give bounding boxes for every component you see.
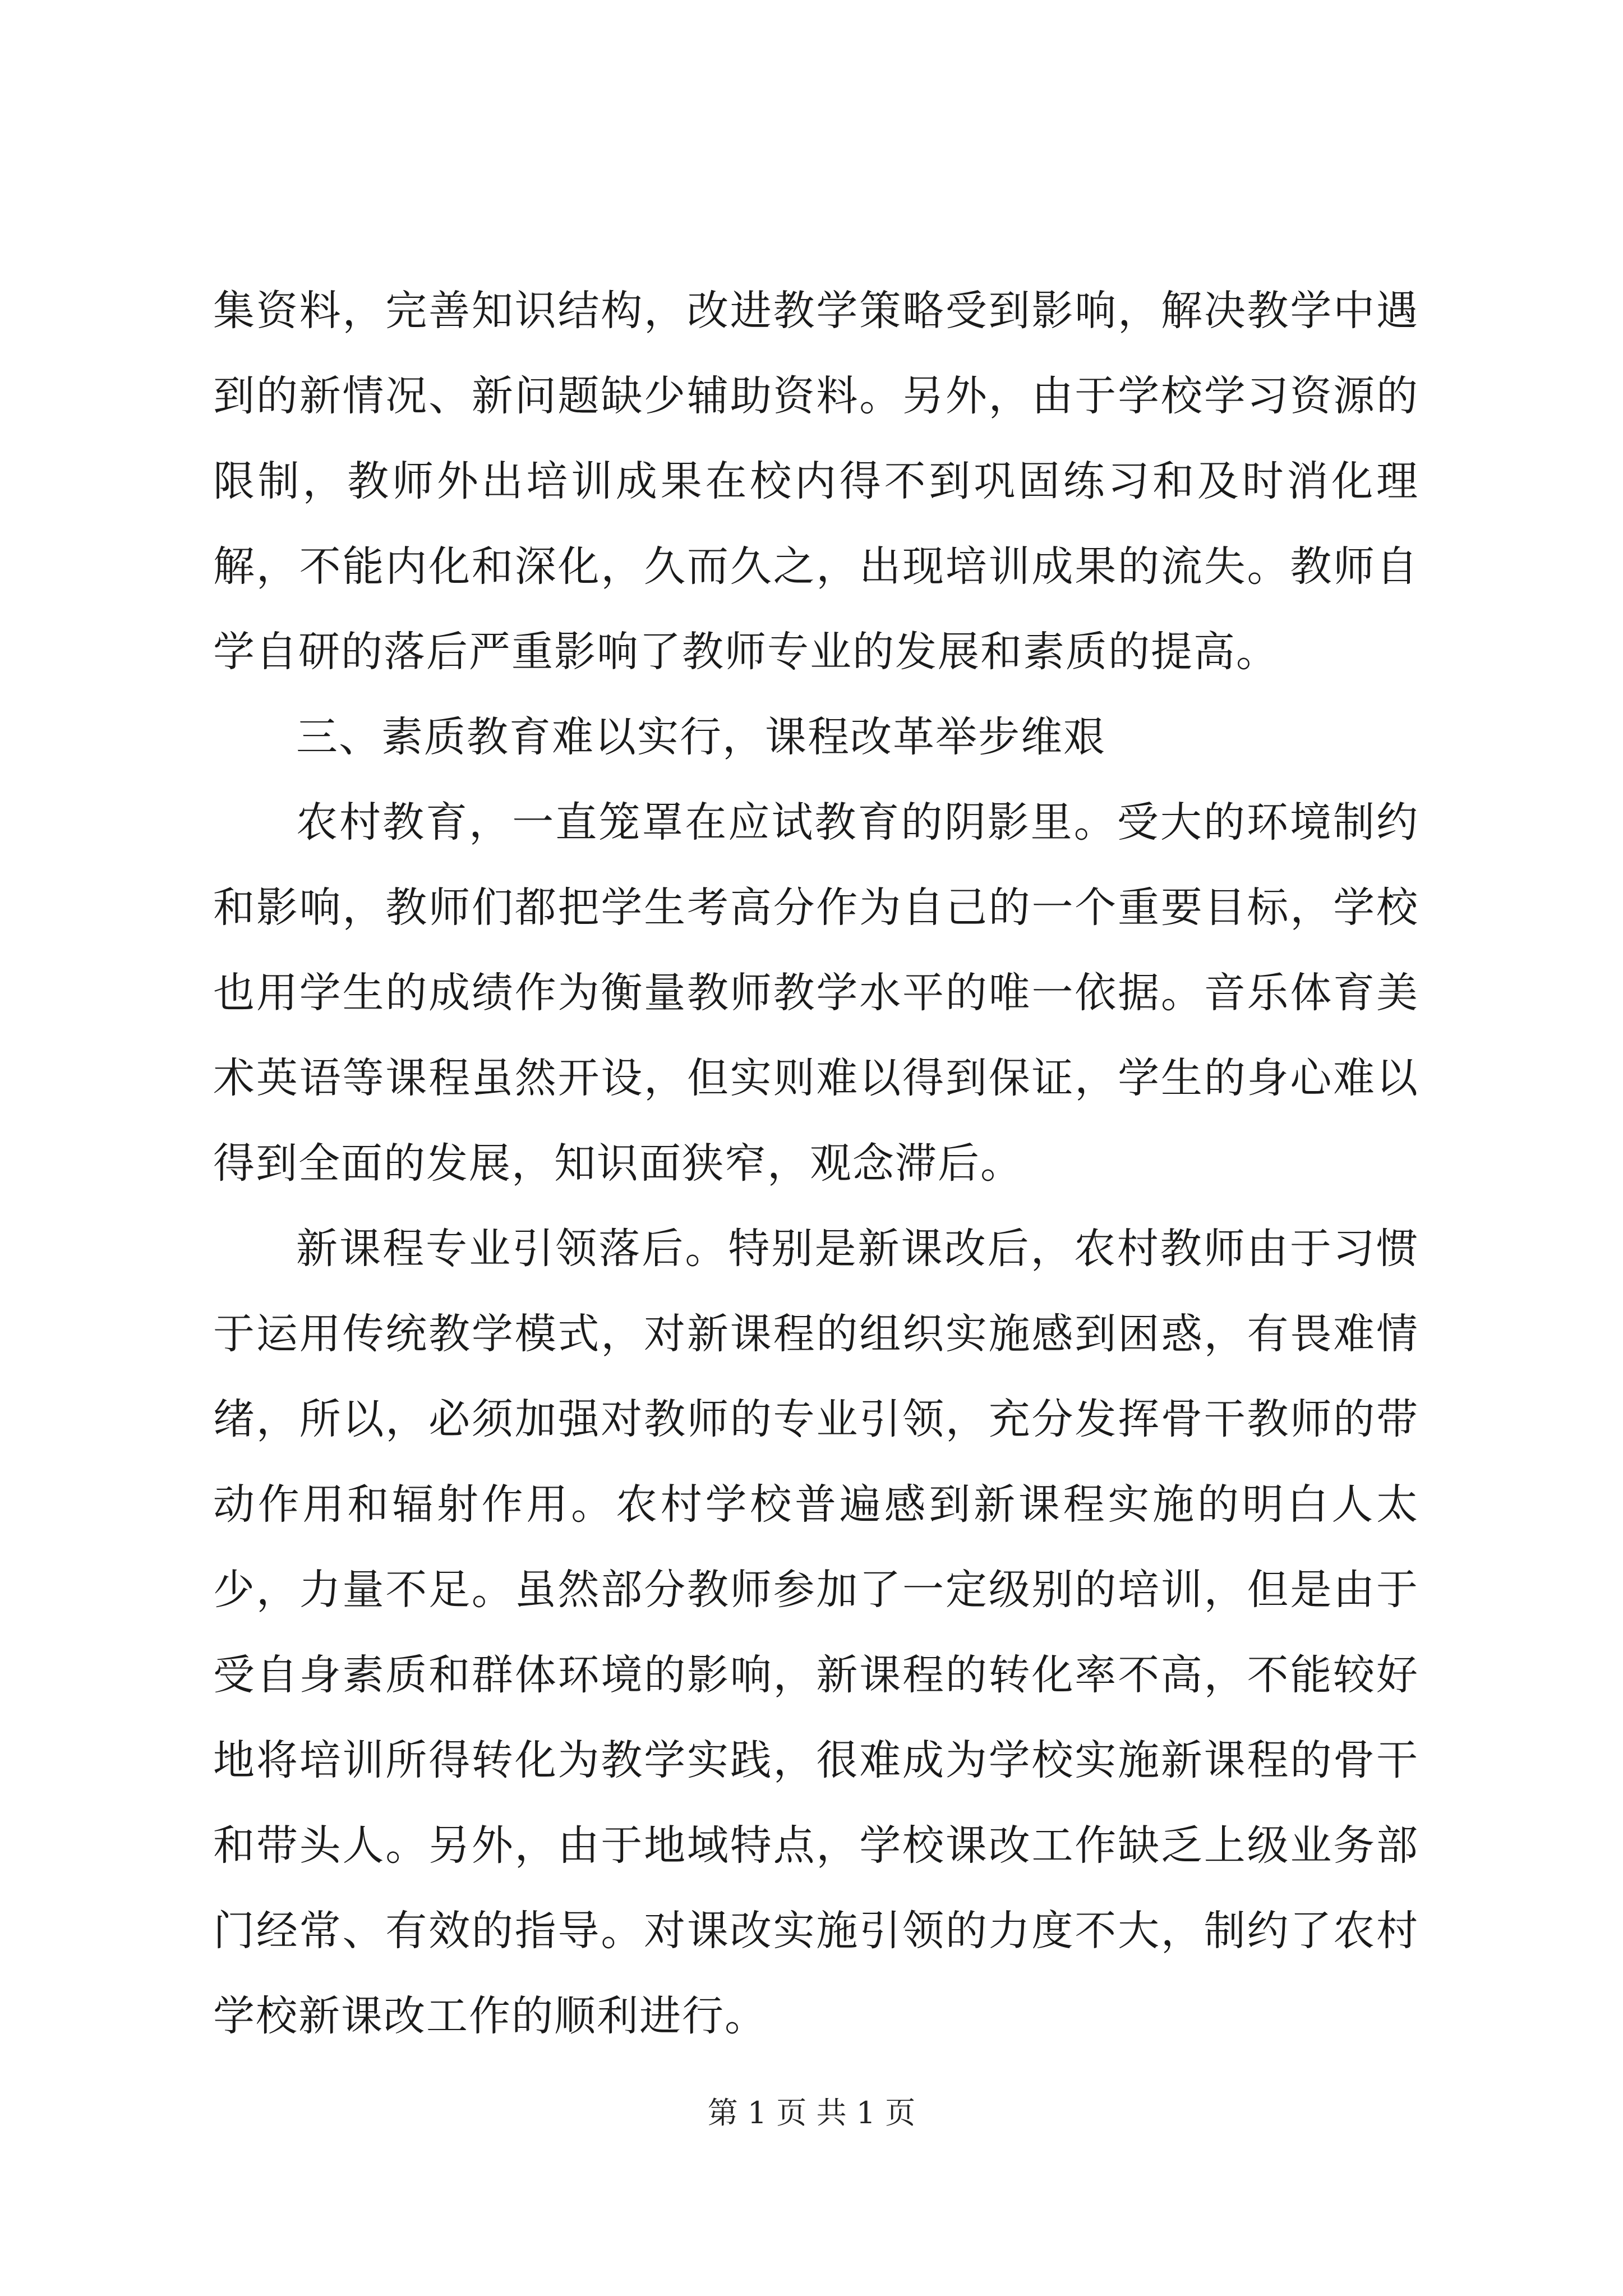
body-paragraph-continuation: 集资料，完善知识结构，改进教学策略受到影响，解决教学中遇到的新情况、新问题缺少辅助资料。另外，由于学校学习资源的限制，教师外出培训成果在校内得不到巩固练习和及时消化理解，不能内化和深化，久而久之，出现培训成果的流失。教师自学自研的落后严重影响了教师专业的发展和素质的提高。 [213,287,1419,676]
section-heading-3: 三、素质教育难以实行，课程改革举步维艰 [296,713,1106,761]
body-paragraph-rural-education: 农村教育，一直笼罩在应试教育的阴影里。受大的环境制约和影响，教师们都把学生考高分作为自己的一个重要目标，学校也用学生的成绩作为衡量教师教学水平的唯一依据。音乐体育美术英语等课程虽然开设，但实则难以得到保证，学生的身心难以得到全面的发展，知识面狭窄，观念滞后。 [213,798,1419,1188]
page-footer: 第 1 页 共 1 页 [707,2095,916,2131]
body-paragraph-new-curriculum: 新课程专业引领落后。特别是新课改后，农村教师由于习惯于运用传统教学模式，对新课程的组织实施感到困惑，有畏难情绪，所以，必须加强对教师的专业引领，充分发挥骨干教师的带动作用和辐射作用。农村学校普遍感到新课程实施的明白人太少，力量不足。虽然部分教师参加了一定级别的培训，但是由于受自身素质和群体环境的影响，新课程的转化率不高，不能较好地将培训所得转化为教学实践，很难成为学校实施新课程的骨干和带头人。另外，由于地域特点，学校课改工作缺乏上级业务部门经常、有效的指导。对课改实施引领的力度不大，制约了农村学校新课改工作的顺利进行。 [213,1225,1419,2040]
document-body [213,268,1419,2059]
